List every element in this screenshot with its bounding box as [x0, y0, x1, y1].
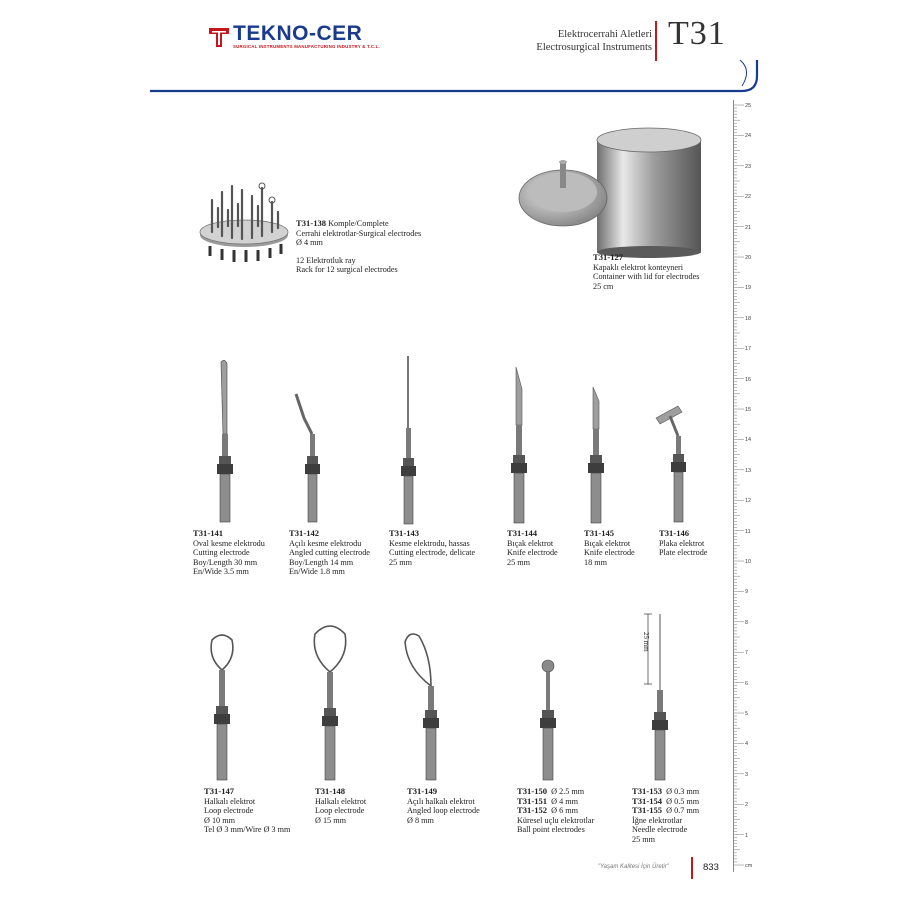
caption-line: En/Wide 3.5 mm	[193, 567, 249, 577]
caption-line: Bıçak elektrot	[584, 538, 631, 548]
caption-line: Angled cutting electrode	[289, 548, 370, 558]
caption-t31-150-152	[517, 787, 594, 835]
caption-line: Cutting electrode	[193, 548, 250, 558]
caption-line: Ø 8 mm	[407, 815, 434, 825]
caption-line: 12 Elektrotluk ray	[296, 255, 356, 265]
caption-line: Rack for 12 surgical electrodes	[296, 265, 398, 275]
caption-line: 25 mm	[389, 557, 412, 567]
caption-line: Knife electrode	[584, 548, 635, 558]
product-code: T31-154	[632, 795, 663, 806]
caption-line: Cerrahi elektrotlar-Surgical electrodes	[296, 228, 422, 238]
plate-electrode-image	[648, 398, 698, 528]
angled-loop-electrode-image	[397, 628, 447, 785]
product-code: T31-142	[289, 528, 320, 538]
oval-cutting-electrode-image	[205, 358, 245, 528]
ruler-label: 24	[745, 133, 752, 140]
electrode-container-image	[515, 120, 715, 260]
caption-t31-142	[289, 529, 370, 577]
knife-electrode-18-image	[575, 385, 615, 527]
caption-t31-141	[193, 529, 265, 577]
ruler-label: 15	[745, 407, 752, 413]
caption-t31-147	[204, 787, 290, 835]
loop-electrode-10-image	[200, 630, 244, 785]
caption-line: Cutting electrode, delicate	[389, 548, 476, 558]
caption-t31-143	[389, 529, 475, 567]
ruler-label: 22	[745, 194, 752, 201]
ruler-label: 10	[745, 559, 752, 565]
ruler-label: 3	[745, 771, 749, 778]
size-value: Ø 0.3 mm	[666, 787, 700, 796]
caption-t31-144	[507, 529, 558, 567]
product-code: T31-148	[315, 786, 346, 796]
product-code: T31-155	[632, 805, 663, 816]
header-swoosh	[0, 60, 900, 100]
caption-line: Ø 15 mm	[315, 815, 346, 825]
product-code: T31-146	[659, 528, 690, 538]
ruler-label: 16	[745, 376, 752, 383]
caption-line: Knife electrode	[507, 548, 558, 558]
ruler-label: 11	[745, 528, 751, 535]
ruler-label: 2	[745, 802, 749, 809]
caption-t31-146	[659, 529, 707, 558]
ruler-ticks	[734, 100, 756, 872]
product-code: T31-150	[517, 786, 548, 796]
product-code: T31-147	[204, 786, 235, 796]
ruler-label: 12	[745, 498, 752, 505]
ruler-label: 25	[745, 103, 752, 109]
product-code: T31-151	[517, 795, 548, 806]
brand-logo	[207, 24, 380, 49]
caption-line: Loop electrode	[204, 806, 254, 816]
caption-line: 25 mm	[632, 834, 655, 844]
electrode-rack-image	[198, 180, 293, 270]
caption-line: Container with lid for electrodes	[593, 272, 700, 282]
caption-line: Oval kesme elektrodu	[193, 538, 265, 548]
caption-line: Ø 10 mm	[204, 815, 235, 825]
loop-electrode-15-image	[305, 620, 355, 785]
caption-t31-148	[315, 787, 366, 825]
size-value: Ø 2.5 mm	[551, 787, 585, 796]
page-number: 833	[703, 862, 719, 873]
knife-electrode-25-image	[498, 365, 538, 527]
ruler-label: cm	[745, 863, 753, 869]
caption-line: Angled loop electrode	[407, 806, 480, 816]
caption-line: Tel Ø 3 mm/Wire Ø 3 mm	[204, 825, 291, 835]
size-value: Ø 0.5 mm	[666, 796, 700, 806]
caption-line: Boy/Length 14 mm	[289, 557, 354, 567]
caption-line: Loop electrode	[315, 806, 365, 816]
footer-divider	[691, 857, 693, 879]
section-title-tr: Elektrocerrahi Aletleri	[557, 29, 652, 40]
caption-line: Kapaklı elektrot konteyneri	[593, 262, 684, 272]
ruler-label: 18	[745, 315, 752, 322]
ruler-label: 9	[745, 589, 749, 596]
footer-slogan: "Yaşam Kalitesi İçin Üretir"	[598, 864, 669, 870]
ruler-label: 21	[745, 224, 752, 231]
product-code: T31-138	[296, 218, 327, 228]
caption-line: 25 mm	[507, 557, 530, 567]
caption-t31-138	[296, 219, 421, 275]
caption-line: 25 cm	[593, 281, 614, 291]
caption-line: Bıçak elektrot	[507, 538, 554, 548]
section-code: T31	[668, 15, 726, 52]
ruler-label: 4	[745, 741, 749, 748]
caption-line: Needle electrode	[632, 825, 688, 835]
product-code: T31-153	[632, 786, 663, 796]
product-code: T31-127	[593, 252, 624, 262]
ruler-label: 19	[745, 285, 752, 292]
ruler-label: 17	[745, 346, 752, 353]
caption-line: Plate electrode	[659, 548, 708, 558]
product-code: T31-149	[407, 786, 438, 796]
product-code: T31-143	[389, 528, 420, 538]
size-value: Ø 0.7 mm	[666, 806, 700, 816]
ruler-label: 5	[745, 711, 749, 717]
caption-t31-145	[584, 529, 635, 567]
ball-point-electrode-image	[528, 658, 568, 785]
ruler-label: 20	[745, 255, 752, 261]
ruler-label: 14	[745, 437, 752, 444]
caption-line: Halkalı elektrot	[315, 796, 367, 806]
needle-dimension-label: 25 mm	[642, 632, 650, 652]
product-code: T31-144	[507, 528, 538, 538]
product-code: T31-152	[517, 805, 548, 816]
caption-line: Açılı halkalı elektrot	[407, 796, 475, 806]
ruler-label: 6	[745, 680, 749, 687]
brand-subtitle: SURGICAL INSTRUMENTS MANUFACTURING INDUSTRY & T.C.L.	[233, 44, 380, 49]
ruler-label: 23	[745, 163, 752, 170]
size-value: Ø 4 mm	[551, 796, 579, 806]
caption-line: Ball point electrodes	[517, 825, 585, 835]
caption-line: Boy/Length 30 mm	[193, 557, 258, 567]
delicate-cutting-electrode-image	[388, 356, 428, 528]
header-divider	[655, 21, 657, 61]
caption-line: İğne elektrotlar	[632, 815, 683, 825]
caption-line: Kesme elektrodu, hassas	[389, 538, 470, 548]
caption-line: Ø 4 mm	[296, 238, 323, 248]
caption-line: En/Wide 1.8 mm	[289, 567, 345, 577]
angled-cutting-electrode-image	[290, 388, 330, 528]
product-code: T31-141	[193, 528, 224, 538]
measurement-ruler	[733, 100, 756, 872]
caption-t31-127	[593, 253, 699, 291]
section-titles	[536, 28, 652, 54]
section-title-en: Electrosurgical Instruments	[536, 42, 652, 53]
brand-mark-icon	[207, 25, 231, 49]
caption-line: Küresel uçlu elektrotlar	[517, 815, 595, 825]
caption-line: Halkalı elektrot	[204, 796, 256, 806]
caption-line: Komple/Complete	[328, 219, 389, 228]
caption-t31-153-155	[632, 787, 699, 845]
caption-line: Plaka elektrot	[659, 538, 705, 548]
caption-line: 18 mm	[584, 557, 607, 567]
size-value: Ø 6 mm	[551, 806, 579, 816]
product-code: T31-145	[584, 528, 615, 538]
caption-line: Açılı kesme elektrodu	[289, 538, 362, 548]
ruler-label: 7	[745, 650, 749, 657]
brand-name: TEKNO-CER	[233, 22, 363, 45]
ruler-label: 8	[745, 619, 749, 626]
caption-t31-149	[407, 787, 480, 825]
ruler-label: 13	[745, 467, 752, 474]
ruler-label: 1	[745, 832, 749, 839]
